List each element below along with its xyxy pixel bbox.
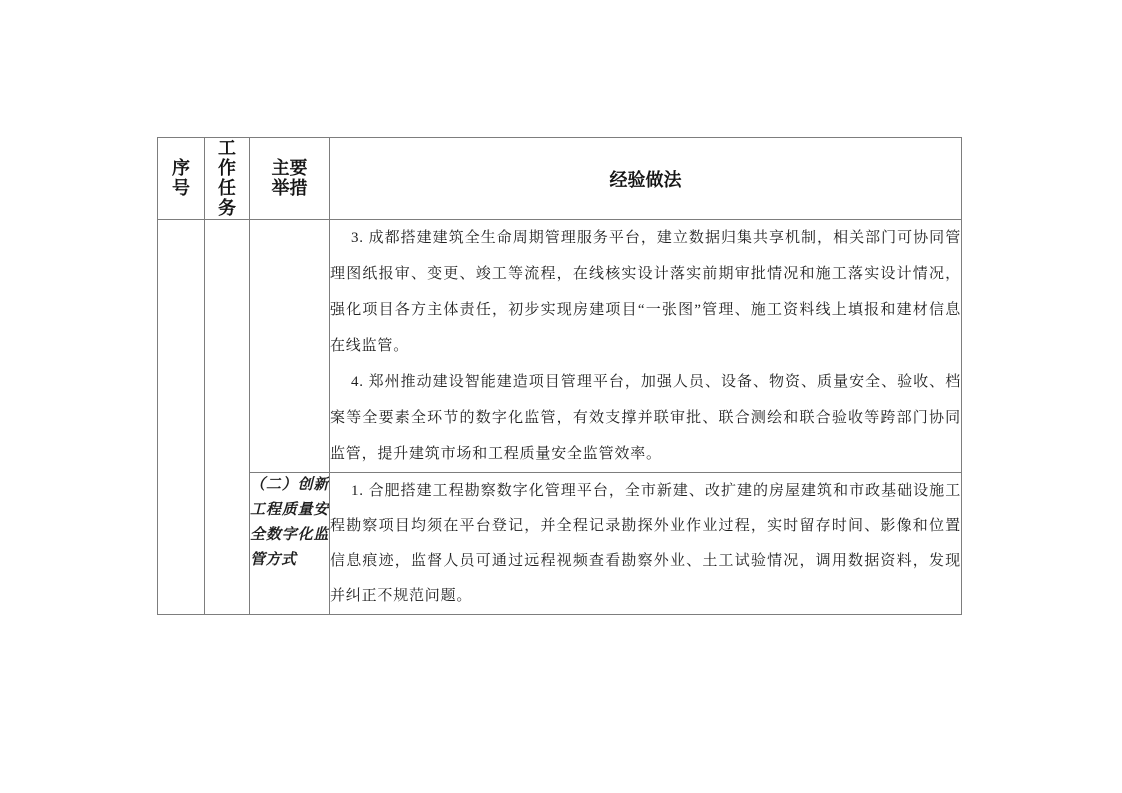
cell-measure-empty xyxy=(250,220,330,473)
experience-paragraph: 3. 成都搭建建筑全生命周期管理服务平台，建立数据归集共享机制，相关部门可协同管理图纸报审、变更、竣工等流程，在线核实设计落实前期审批情况和施工落实设计情况，强化项目各方主体责任，初步实现房建项目“一张图”管理、施工资料线上填报和建材信息在线监管。 xyxy=(330,230,961,355)
cell-task-empty xyxy=(205,220,250,615)
header-label-experience: 经验做法 xyxy=(609,169,682,190)
header-label-serial: 序号 xyxy=(172,158,190,199)
cell-measure xyxy=(250,473,330,615)
measure-label: （二）创新工程质量安全数字化监管方式 xyxy=(250,477,329,569)
work-measures-table xyxy=(157,137,962,615)
cell-experience xyxy=(330,473,962,615)
experience-paragraph: 4. 郑州推动建设智能建造项目管理平台，加强人员、设备、物资、质量安全、验收、档案等全要素全环节的数字化监管，有效支撑并联审批、联合测绘和联合验收等跨部门协同监管，提升建筑市场和工程质量安全监管效率。 xyxy=(330,374,961,463)
experience-paragraph: 1. 合肥搭建工程勘察数字化管理平台，全市新建、改扩建的房屋建筑和市政基础设施工程勘察项目均须在平台登记，并全程记录勘探外业作业过程，实时留存时间、影像和位置信息痕迹，监督人员可通过远程视频查看勘察外业、土工试验情况，调用数据资料，发现并纠正不规范问题。 xyxy=(330,483,961,605)
cell-serial-empty xyxy=(158,220,205,615)
header-label-task: 工作任务 xyxy=(218,138,236,219)
cell-experience xyxy=(330,220,962,473)
header-cell-task xyxy=(205,138,250,220)
table-row xyxy=(158,220,962,473)
header-cell-experience xyxy=(330,138,962,220)
header-label-measure: 主要举措 xyxy=(271,158,308,199)
header-cell-measure xyxy=(250,138,330,220)
table-row xyxy=(158,473,962,615)
header-cell-serial xyxy=(158,138,205,220)
table-header-row xyxy=(158,138,962,220)
